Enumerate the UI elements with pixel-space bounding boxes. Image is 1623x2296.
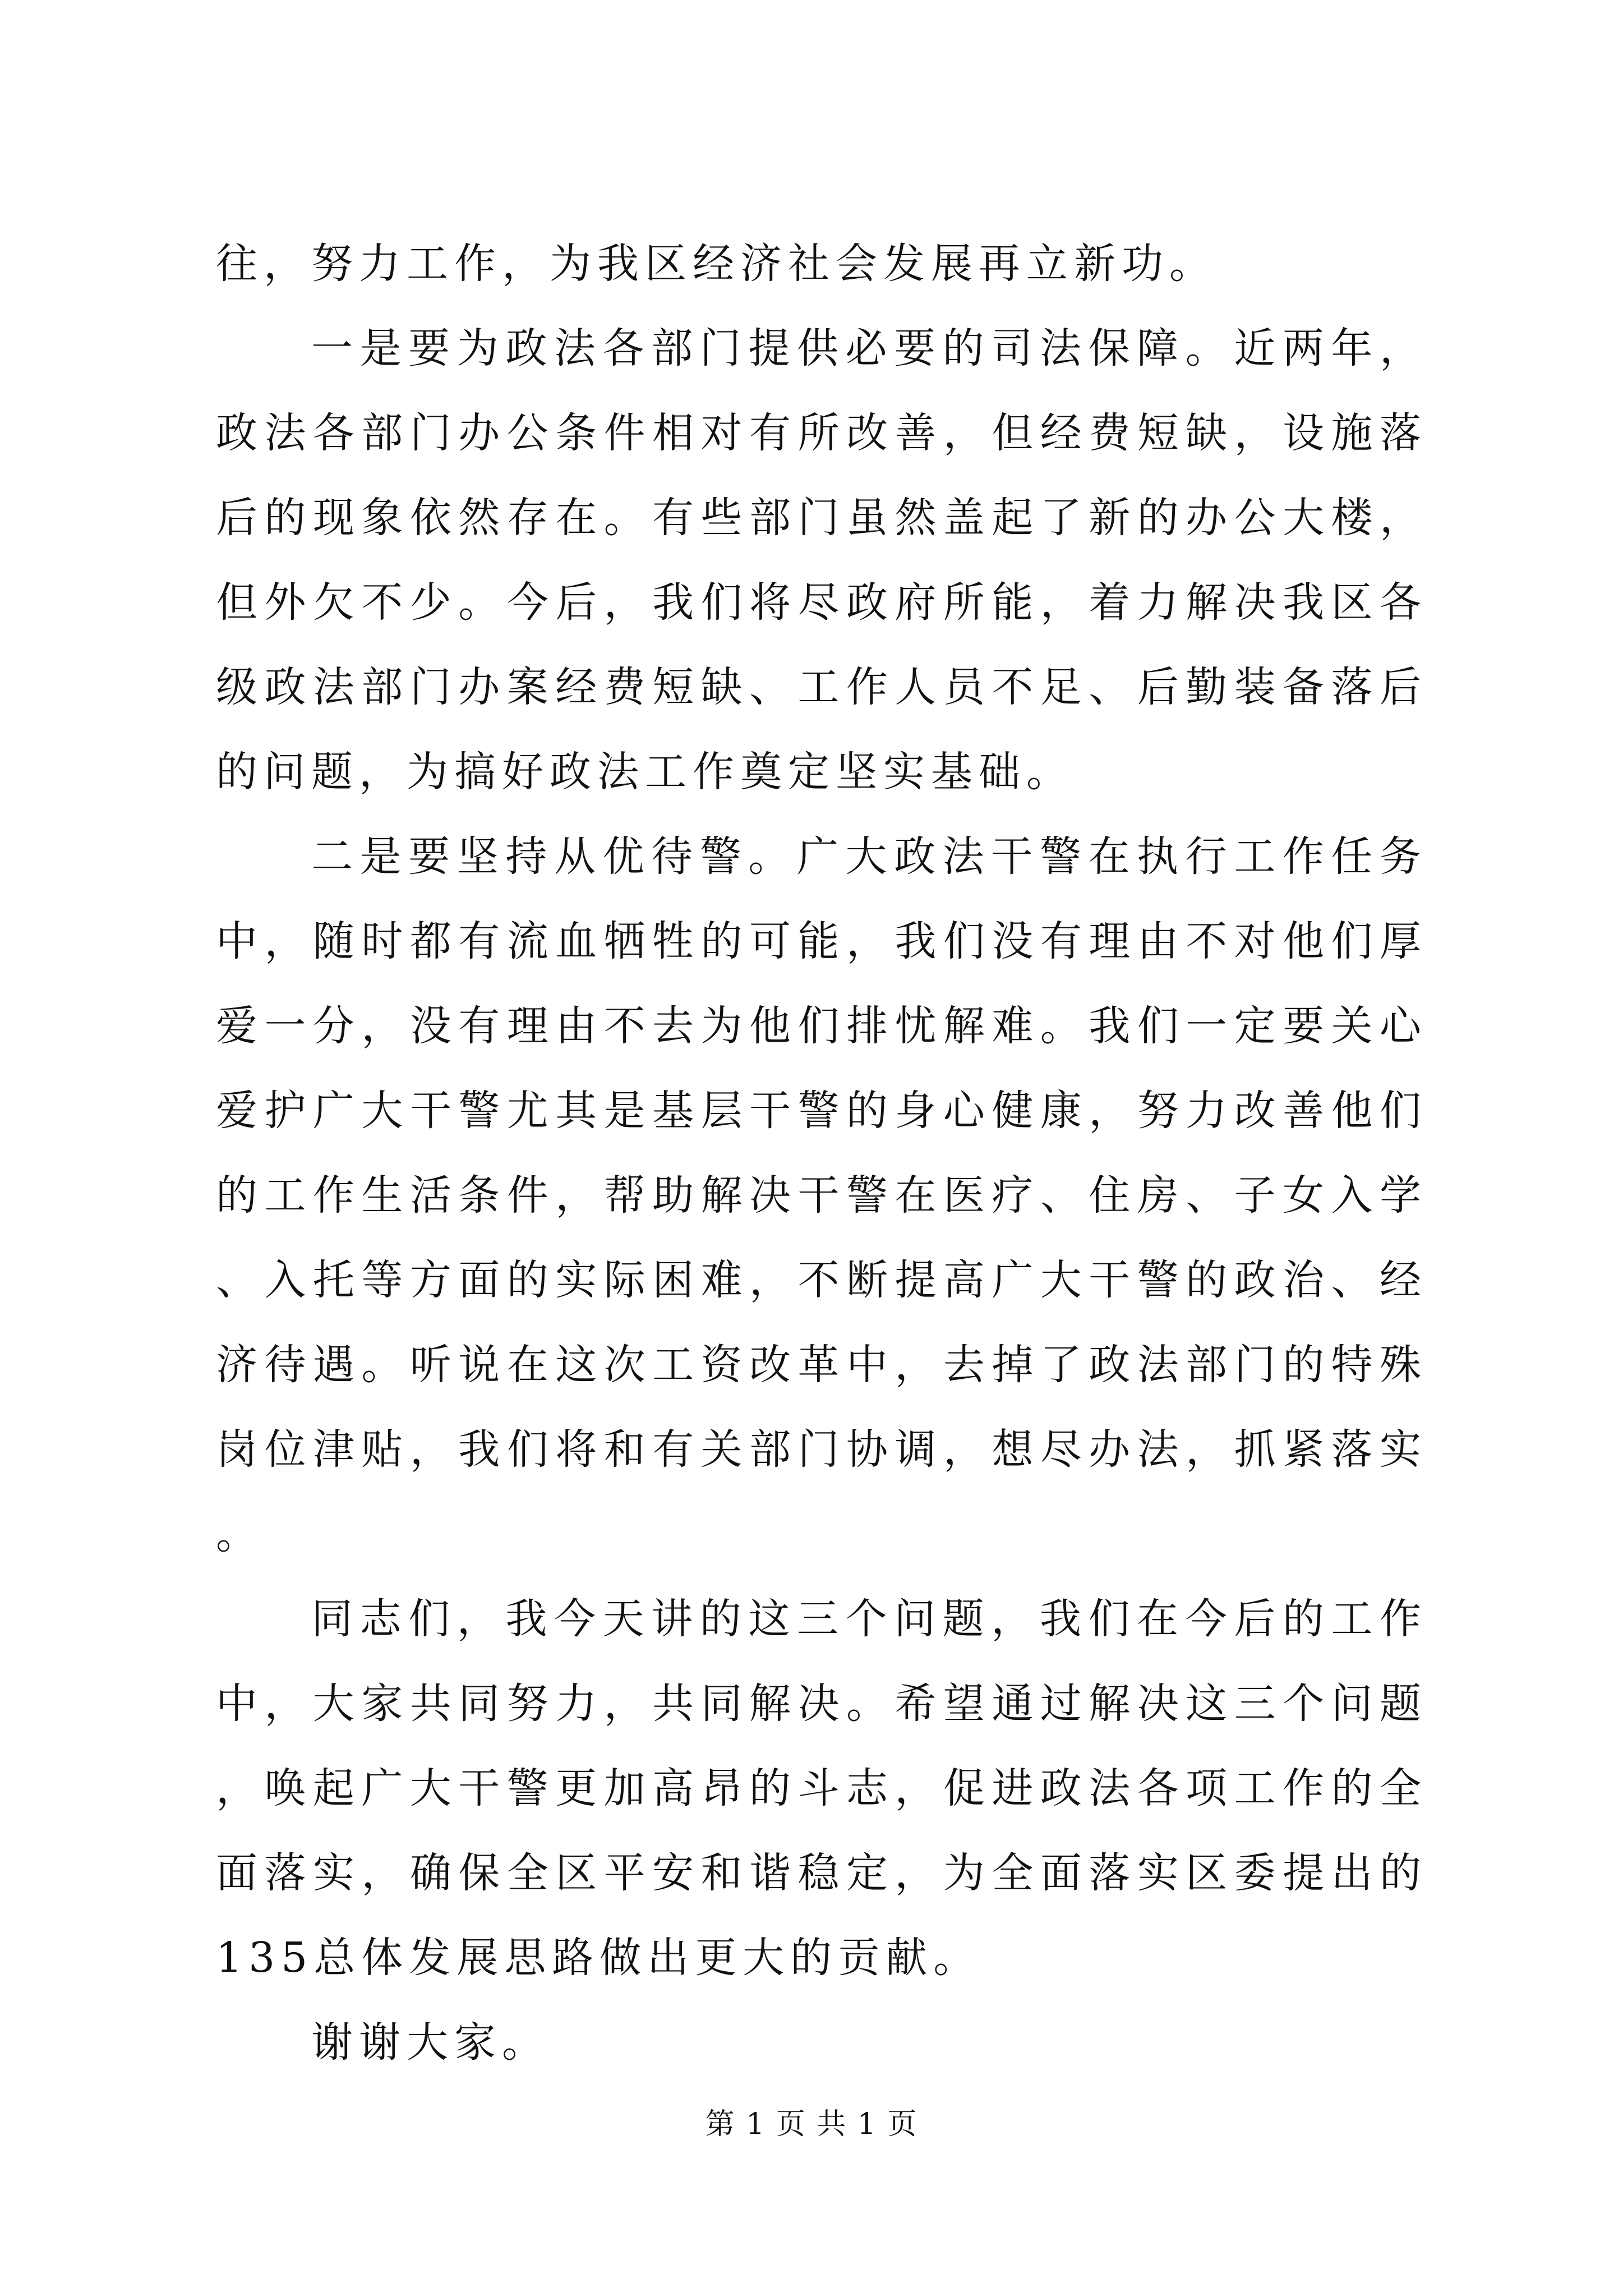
paragraph-continuation: 往，努力工作，为我区经济社会发展再立新功。 bbox=[216, 240, 1217, 288]
paragraph-thanks: 谢谢大家。 bbox=[311, 2018, 550, 2067]
paragraph-judicial-guarantee: 一是要为政法各部门提供必要的司法保障。近两年，政法各部门办公条件相对有所改善，但经费短缺，设施落后的现象依然存在。有些部门虽然盖起了新的办公大楼，但外欠不少。今后，我们将尽政府所能，着力解决我区各级政法部门办案经费短缺、工作人员不足、后勤装备落后的问题，为搞好政法工作奠定坚实基础。 bbox=[216, 324, 1427, 796]
paragraph-police-welfare: 二是要坚持从优待警。广大政法干警在执行工作任务中，随时都有流血牺牲的可能，我们没有理由不对他们厚爱一分，没有理由不去为他们排忧解难。我们一定要关心爱护广大干警尤其是基层干警的身心健康，努力改善他们的工作生活条件，帮助解决干警在医疗、住房、子女入学、入托等方面的实际困难，不断提高广大干警的政治、经济待遇。听说在这次工资改革中，去掉了政法部门的特殊岗位津贴，我们将和有关部门协调，想尽办法，抓紧落实。 bbox=[216, 832, 1427, 1558]
page-number-footer: 第 1 页 共 1 页 bbox=[705, 2108, 918, 2141]
paragraph-closing-remarks: 同志们，我今天讲的这三个问题，我们在今后的工作中，大家共同努力，共同解决。希望通过解决这三个问题，唤起广大干警更加高昂的斗志，促进政法各项工作的全面落实，确保全区平安和谐稳定，为全面落实区委提出的135总体发展思路做出更大的贡献。 bbox=[216, 1595, 1427, 1982]
document-body bbox=[216, 222, 1427, 2085]
